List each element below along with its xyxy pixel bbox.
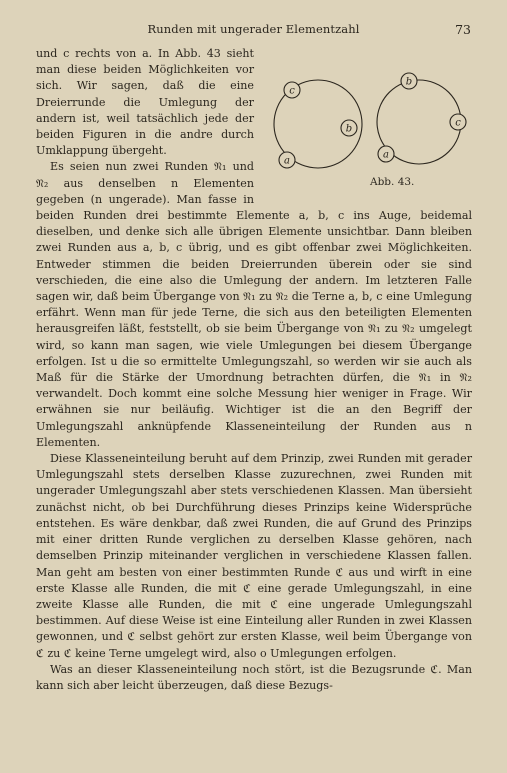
body-text — [36, 46, 472, 694]
left-label-right: b — [345, 123, 353, 135]
right-label-bottom: a — [383, 149, 389, 161]
paragraph-4: Was an dieser Klasseneinteilung noch stört, ist die Bezugsrunde ℭ. Man kann sich aber leicht überzeugen, daß diese Bezugs- — [36, 662, 472, 692]
figure-43 — [260, 50, 472, 198]
left-label-top: c — [289, 85, 295, 97]
paragraph-1: und c rechts von a. In Abb. 43 sieht man diese beiden Möglichkeiten vor sich. Wir sagen, daß die eine Dreierrunde die Umlegung der andern ist, weil tatsächlich jede der beiden Figuren in die andre durch Umklappung übergeht. — [36, 47, 254, 158]
circle-diagram — [260, 50, 472, 180]
left-label-bottom: a — [284, 155, 290, 167]
running-title: Runden mit ungerader Elementzahl — [147, 22, 360, 36]
figure-caption: Abb. 43. — [370, 176, 415, 188]
paragraph-2: Es seien nun zwei Runden 𝔑₁ und 𝔑₂ aus denselben n Elementen gegeben (n ungerade). Man fasse in beiden Runden drei bestimmte Elemente a, b, c ins Auge, beidemal dieselben, und denke sich alle übrigen Elemente unsichtbar. Dann bleiben zwei Runden aus a, b, c übrig, und es gibt offenbar zwei Möglichkeiten. Entweder stimmen die beiden Dreierrunden überein oder sie sind verschieden, die eine also die Umlegung der andern. Im letzteren Falle sagen wir, daß beim Übergange von 𝔑₁ zu 𝔑₂ die Terne a, b, c eine Umlegung erfährt. Wenn man für jede Terne, die sich aus den beteiligten Elementen herausgreifen läßt, feststellt, ob sie beim Übergange von 𝔑₁ zu 𝔑₂ umgelegt wird, so kann man sagen, wie viele Umlegungen bei diesem Übergange erfolgen. Ist u die so ermittelte Umlegungszahl, so werden wir sie auch als Maß für die Stärke der Umordnung betrachten dürfen, die 𝔑₁ in 𝔑₂ verwandelt. Doch kommt eine solche Messung hier weniger in Frage. Wir erwähnen sie nur beiläufig. Wichtiger ist die an den Begriff der Umlegungszahl anknüpfende Klasseneinteilung der Runden aus n Elementen. — [36, 160, 472, 449]
page-number: 73 — [455, 22, 471, 37]
running-header — [0, 22, 507, 38]
right-label-right: c — [455, 117, 461, 129]
right-label-top: b — [405, 76, 413, 88]
paragraph-3: Diese Klasseneinteilung beruht auf dem Prinzip, zwei Runden mit gerader Umlegungszahl stets derselben Klasse zuzurechnen, zwei Runden mit ungerader Umlegungszahl aber stets verschiedenen Klassen. Man übersieht zunächst nicht, ob bei Durchführung dieses Prinzips keine Widersprüche entstehen. Es wäre denkbar, daß zwei Runden, die auf Grund des Prinzips mit einer dritten Runde verglichen zu derselben Klasse gehören, nach demselben Prinzip miteinander verglichen in verschiedene Klassen fallen. Man geht am besten von einer bestimmten Runde ℭ aus und wirft in eine erste Klasse alle Runden, die mit ℭ eine gerade Umlegungszahl, in eine zweite Klasse alle Runden, die mit ℭ eine ungerade Umlegungszahl bestimmen. Auf diese Weise ist eine Einteilung aller Runden in zwei Klassen gewonnen, und ℭ selbst gehört zur ersten Klasse, weil beim Übergange von ℭ zu ℭ keine Terne umgelegt wird, also o Umlegungen erfolgen. — [36, 452, 472, 660]
